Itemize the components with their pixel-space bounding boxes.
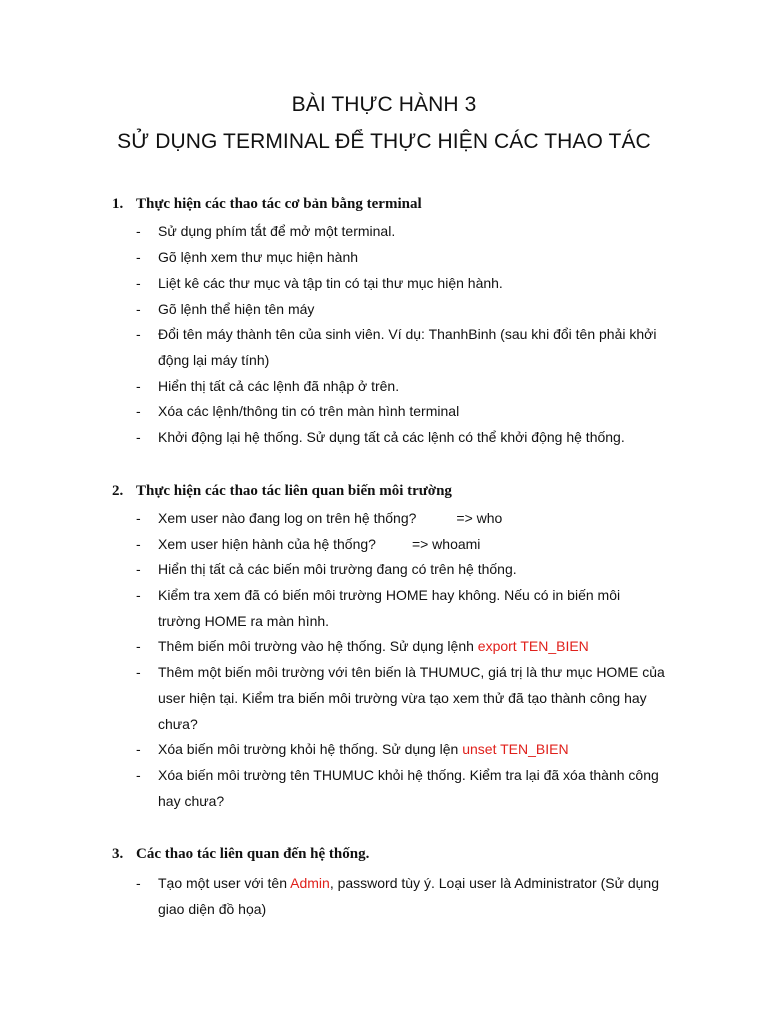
list-item: [136, 870, 666, 922]
list-bullet: -: [136, 875, 141, 891]
list-item-text: Thêm một biến môi trường với tên biến là THUMUC, giá trị là thư mục HOME của user hiện tại. Kiểm tra biến môi trường vừa tạo xem thử đã tạo thành công hay chưa?: [158, 664, 665, 732]
list-item: [136, 218, 676, 244]
list-item-text: Xóa các lệnh/thông tin có trên màn hình terminal: [158, 403, 460, 419]
section-title: Thực hiện các thao tác liên quan biến môi trường: [136, 483, 452, 499]
list-bullet: -: [136, 429, 141, 445]
list-bullet: -: [136, 275, 141, 291]
list-item: [136, 633, 676, 659]
list-item-text: Tạo một user với tên: [158, 875, 291, 891]
list-bullet: -: [136, 587, 141, 603]
document-subtitle: SỬ DỤNG TERMINAL ĐỂ THỰC HIỆN CÁC THAO TÁC: [117, 130, 651, 153]
list-item: [136, 531, 676, 557]
section-title: Các thao tác liên quan đến hệ thống.: [136, 846, 370, 862]
list-item: [136, 398, 676, 424]
list-item-text: Hiển thị tất cả các biến môi trường đang có trên hệ thống.: [158, 561, 517, 577]
list-item: [136, 762, 666, 814]
list-item: [136, 296, 676, 322]
list-item-text: Xem user hiện hành của hệ thống?: [158, 536, 376, 552]
list-item-text: Xóa biến môi trường tên THUMUC khỏi hệ thống. Kiểm tra lại đã xóa thành công hay chưa?: [158, 767, 659, 809]
document-title: BÀI THỰC HÀNH 3: [291, 93, 477, 116]
list-item-text: Khởi động lại hệ thống. Sử dụng tất cả các lệnh có thể khởi động hệ thống.: [158, 429, 625, 445]
list-item: [136, 373, 676, 399]
list-item-text: Kiểm tra xem đã có biến môi trường HOME hay không. Nếu có in biến môi trường HOME ra màn hình.: [158, 587, 621, 629]
list-item-text: Gõ lệnh xem thư mục hiện hành: [158, 249, 359, 265]
list-bullet: -: [136, 536, 141, 552]
list-item: [136, 582, 666, 634]
list-item-text: Đổi tên máy thành tên của sinh viên. Ví dụ: ThanhBinh (sau khi đổi tên phải khởi động lại máy tính): [158, 326, 657, 368]
list-bullet: -: [136, 378, 141, 394]
list-bullet: -: [136, 561, 141, 577]
list-item: [136, 424, 676, 450]
list-item-text: Xem user nào đang log on trên hệ thống?: [158, 510, 417, 526]
list-bullet: -: [136, 326, 141, 342]
user-name-highlight: Admin: [290, 875, 330, 891]
list-item: [136, 244, 676, 270]
section-number: 2.: [112, 483, 124, 499]
section-number: 3.: [112, 846, 124, 862]
list-bullet: -: [136, 741, 141, 757]
list-bullet: -: [136, 249, 141, 265]
list-item-text: , password tùy ý. Loại user là Administrator (Sử dụng giao diện đồ họa): [158, 875, 660, 917]
list-item: [136, 321, 666, 373]
list-item: [136, 556, 676, 582]
list-bullet: -: [136, 403, 141, 419]
list-bullet: -: [136, 510, 141, 526]
list-bullet: -: [136, 638, 141, 654]
list-item-text: Liệt kê các thư mục và tập tin có tại thư mục hiện hành.: [158, 275, 503, 291]
list-item-text: Gõ lệnh thể hiện tên máy: [158, 301, 315, 317]
list-item-text: Thêm biến môi trường vào hệ thống. Sử dụng lệnh: [158, 638, 478, 654]
list-bullet: -: [136, 767, 141, 783]
command-highlight: export TEN_BIEN: [477, 638, 589, 654]
list-item: [136, 736, 676, 762]
section-2-heading: [112, 483, 452, 500]
list-item: [136, 270, 676, 296]
section-number: 1.: [112, 196, 124, 212]
command-answer: => whoami: [411, 536, 481, 552]
command-highlight: unset TEN_BIEN: [462, 741, 569, 757]
list-item-text: Hiển thị tất cả các lệnh đã nhập ở trên.: [158, 378, 400, 394]
list-bullet: -: [136, 223, 141, 239]
list-item: [136, 505, 676, 531]
section-3-heading: [112, 846, 369, 863]
command-answer: => who: [456, 510, 503, 526]
section-title: Thực hiện các thao tác cơ bản bằng terminal: [136, 196, 422, 212]
list-bullet: -: [136, 664, 141, 680]
list-item-text: Xóa biến môi trường khỏi hệ thống. Sử dụng lện: [158, 741, 463, 757]
list-item: [136, 659, 666, 737]
list-item-text: Sử dụng phím tắt để mở một terminal.: [158, 223, 396, 239]
section-1-heading: [112, 196, 422, 213]
list-bullet: -: [136, 301, 141, 317]
